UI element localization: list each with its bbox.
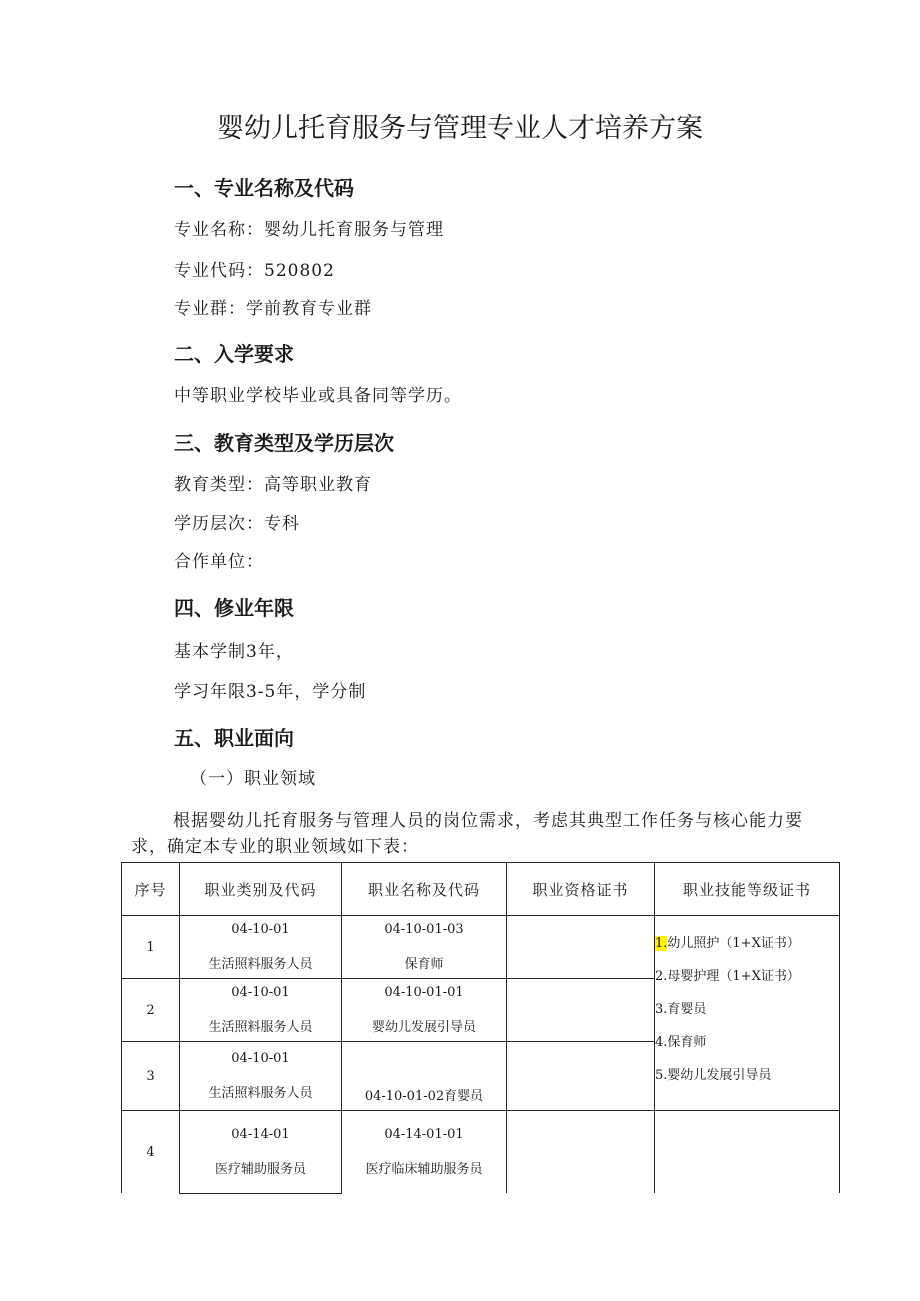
job-name: 保育师 bbox=[404, 957, 444, 972]
header-job: 职业名称及代码 bbox=[342, 863, 507, 916]
row-no: 4 bbox=[122, 1111, 180, 1194]
category-code: 04-10-01 bbox=[231, 985, 290, 1000]
row-no: 2 bbox=[122, 979, 180, 1042]
job-code: 04-14-01-01 bbox=[384, 1127, 464, 1142]
section-4-heading: 四、修业年限 bbox=[174, 596, 294, 620]
skill-cert-cell bbox=[655, 1111, 840, 1194]
cert-highlight-number: 1. bbox=[655, 936, 668, 951]
category-name: 医疗辅助服务员 bbox=[214, 1161, 306, 1177]
header-skill-cert: 职业技能等级证书 bbox=[655, 863, 840, 916]
intro-paragraph: 根据婴幼儿托育服务与管理人员的岗位需求，考虑其典型工作任务与核心能力要求，确定本专业的职业领域如下表： bbox=[131, 811, 803, 857]
table-header-row bbox=[122, 863, 840, 916]
job-name: 04-10-01-02育婴员 bbox=[364, 1089, 484, 1104]
admission-requirement: 中等职业学校毕业或具备同等学历。 bbox=[174, 386, 462, 406]
section-2-heading: 二、入学要求 bbox=[174, 342, 294, 366]
section-5-heading: 五、职业面向 bbox=[174, 726, 294, 750]
study-duration-basic: 基本学制3年， bbox=[174, 642, 294, 662]
category-code: 04-14-01 bbox=[231, 1126, 290, 1142]
category-name: 生活照料服务人员 bbox=[208, 957, 313, 972]
row-no: 3 bbox=[122, 1042, 180, 1111]
cert-item bbox=[655, 932, 839, 965]
job-name: 婴幼儿发展引导员 bbox=[371, 1020, 476, 1035]
cert-item: 5.婴幼儿发展引导员 bbox=[655, 1068, 772, 1083]
header-qualification: 职业资格证书 bbox=[507, 863, 655, 916]
section-1-heading: 一、专业名称及代码 bbox=[174, 176, 354, 200]
section-3-heading: 三、教育类型及学历层次 bbox=[174, 431, 394, 455]
subsection-heading: （一）职业领域 bbox=[190, 769, 316, 789]
qualification-cell bbox=[507, 916, 655, 979]
table-row bbox=[122, 916, 840, 979]
job-cell bbox=[342, 1111, 507, 1194]
qualification-cell bbox=[507, 1042, 655, 1111]
cert-item: 3.育婴员 bbox=[655, 1002, 707, 1017]
partner-unit: 合作单位： bbox=[174, 552, 264, 572]
study-duration-range: 学习年限3-5年，学分制 bbox=[174, 682, 367, 702]
major-name: 专业名称：婴幼儿托育服务与管理 bbox=[174, 220, 444, 240]
category-code: 04-10-01 bbox=[231, 1051, 290, 1066]
major-code: 专业代码：520802 bbox=[174, 261, 335, 281]
header-category: 职业类别及代码 bbox=[180, 863, 342, 916]
category-cell bbox=[180, 979, 342, 1042]
category-name: 生活照料服务人员 bbox=[208, 1020, 313, 1035]
occupation-table bbox=[121, 862, 840, 1194]
category-cell bbox=[180, 1111, 342, 1194]
category-cell bbox=[180, 916, 342, 979]
document-title: 婴幼儿托育服务与管理专业人才培养方案 bbox=[217, 113, 703, 144]
row-no: 1 bbox=[122, 916, 180, 979]
job-code: 04-10-01-01 bbox=[384, 985, 464, 1000]
job-name: 医疗临床辅助服务员 bbox=[365, 1162, 483, 1177]
education-level: 学历层次：专科 bbox=[174, 514, 300, 534]
cert-item: 4.保育师 bbox=[655, 1035, 707, 1050]
header-no: 序号 bbox=[122, 863, 180, 916]
job-cell bbox=[342, 1042, 507, 1111]
category-code: 04-10-01 bbox=[231, 922, 290, 937]
table-row bbox=[122, 1111, 840, 1194]
job-cell bbox=[342, 979, 507, 1042]
skill-cert-list bbox=[655, 916, 840, 1111]
job-cell bbox=[342, 916, 507, 979]
cert-item: 2.母婴护理（1+X证书） bbox=[655, 969, 800, 984]
qualification-cell bbox=[507, 979, 655, 1042]
category-name: 生活照料服务人员 bbox=[208, 1086, 313, 1101]
education-type: 教育类型：高等职业教育 bbox=[174, 475, 372, 495]
cert-text: 幼儿照护（1+X证书） bbox=[667, 936, 800, 951]
job-code: 04-10-01-03 bbox=[384, 922, 464, 937]
qualification-cell bbox=[507, 1111, 655, 1194]
major-group: 专业群：学前教育专业群 bbox=[174, 299, 372, 319]
category-cell bbox=[180, 1042, 342, 1111]
